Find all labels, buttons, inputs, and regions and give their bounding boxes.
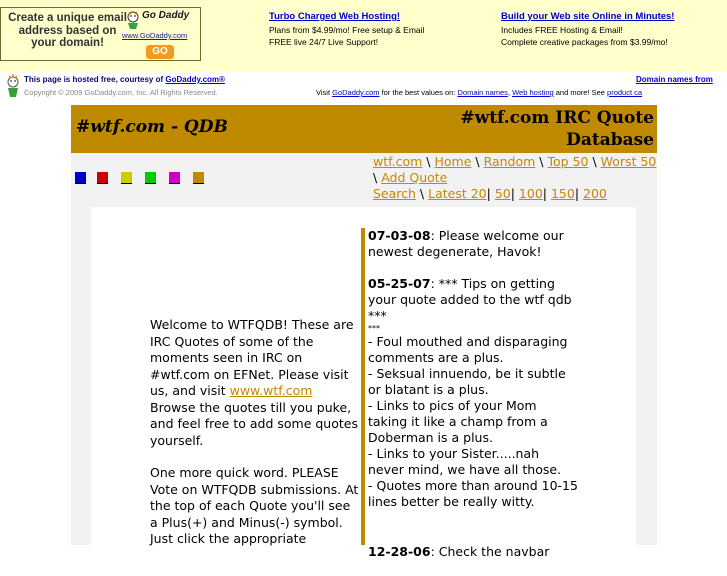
- nav-home[interactable]: Home: [434, 154, 472, 169]
- hosted-notice: [24, 75, 225, 84]
- style-swatch-orange[interactable]: [193, 172, 204, 184]
- page-title-line-2: Database: [566, 130, 654, 150]
- nav-pipe: |: [486, 186, 495, 201]
- news-text: : *** Tips on getting your quote added to the wtf qdb ***: [368, 276, 572, 323]
- nav-wtf-com[interactable]: wtf.com: [373, 154, 423, 169]
- nav-search[interactable]: Search: [373, 186, 416, 201]
- godaddy-logo-url[interactable]: www.GoDaddy.com: [122, 31, 188, 40]
- nav-latest-200[interactable]: 200: [583, 186, 607, 201]
- godaddy-guy-icon: [124, 10, 142, 30]
- visit-product-link[interactable]: product ca: [607, 88, 643, 97]
- nav-latest-100[interactable]: 100: [518, 186, 543, 201]
- nav-pipe: |: [574, 186, 584, 201]
- news-tip: - Quotes more than around 10-15 lines better be really witty.: [368, 478, 578, 509]
- website-builder-ad: [501, 11, 727, 49]
- hosting-ad-line-1: Plans from $4.99/mo! Free setup & Email: [269, 24, 425, 35]
- style-swatch-red[interactable]: [97, 172, 108, 184]
- godaddy-logo[interactable]: [124, 10, 196, 46]
- nav-separator: \: [415, 186, 429, 201]
- nav-separator: \: [373, 170, 382, 185]
- hosting-ad-headline[interactable]: Turbo Charged Web Hosting!: [269, 11, 401, 22]
- nav-separator: \: [471, 154, 484, 169]
- go-button[interactable]: GO: [146, 45, 174, 59]
- news-tip-stars: ***: [368, 324, 380, 333]
- intro-paragraph-1: [150, 317, 360, 449]
- intro-paragraph-1-b: Browse the quotes till you puke, and feel free to add some quotes yourself.: [150, 399, 358, 448]
- news-tip: - Links to your Sister.....nah never mind, we have all those.: [368, 446, 562, 477]
- style-swatch-green[interactable]: [145, 172, 156, 184]
- visit-line: [316, 88, 642, 97]
- news-item: [368, 544, 578, 560]
- intro-text: [150, 317, 360, 548]
- news-item: [368, 276, 578, 510]
- news-item: [368, 228, 578, 260]
- hosted-godaddy-link[interactable]: GoDaddy.com®: [165, 75, 225, 84]
- nav-worst-50[interactable]: Worst 50: [600, 154, 657, 169]
- copyright-text: Copyright © 2009 GoDaddy.com, Inc. All Rights Reserved.: [24, 88, 218, 97]
- news-date: 05-25-07: [368, 276, 431, 291]
- nav-top-50[interactable]: Top 50: [547, 154, 589, 169]
- page-title: [360, 107, 654, 151]
- godaddy-mascot-icon: [3, 73, 23, 99]
- website-builder-ad-line-1: Includes FREE Hosting & Email!: [501, 24, 623, 35]
- nav-random[interactable]: Random: [483, 154, 536, 169]
- news-tip: - Seksual innuendo, be it subtle or blatant is a plus.: [368, 366, 566, 397]
- nav-latest-150[interactable]: 150: [550, 186, 575, 201]
- nav-separator: \: [422, 154, 435, 169]
- news-list: [368, 228, 578, 576]
- visit-domain-names-link[interactable]: Domain names: [457, 88, 508, 97]
- style-swatch-blue[interactable]: [75, 172, 86, 184]
- visit-prefix: Visit: [316, 88, 333, 97]
- intro-paragraph-1-a: Welcome to WTFQDB! These are IRC Quotes of some of the moments seen in IRC on #wtf.com on EFNet. Please visit us, and visit: [150, 317, 354, 398]
- nav-pipe: |: [542, 186, 551, 201]
- visit-godaddy-link[interactable]: GoDaddy.com: [332, 88, 380, 97]
- nav-pipe: |: [510, 186, 519, 201]
- hosting-ad: [269, 11, 479, 49]
- news-divider: [361, 228, 365, 545]
- style-swatch-yellow[interactable]: [121, 172, 132, 184]
- news-date: 07-03-08: [368, 228, 431, 243]
- hosting-ad-line-2: FREE live 24/7 Live Support!: [269, 37, 379, 47]
- news-tip: - Foul mouthed and disparaging comments are a plus.: [368, 334, 568, 365]
- intro-paragraph-2: One more quick word. PLEASE Vote on WTFQDB submissions. At the top of each Quote you'll see a Plus(+) and Minus(-) symbol. Just click the appropriate: [150, 465, 359, 546]
- news-text: : Check the navbar: [430, 544, 550, 559]
- website-builder-ad-headline[interactable]: Build your Web site Online in Minutes!: [501, 11, 675, 22]
- hosted-notice-text: This page is hosted free, courtesy of: [24, 75, 166, 84]
- visit-comma: ,: [507, 88, 513, 97]
- nav-latest-50[interactable]: 50: [494, 186, 511, 201]
- email-ad-text[interactable]: Create a unique email address based on your domain!: [8, 12, 127, 49]
- page-title-line-1: #wtf.com IRC Quote: [460, 108, 654, 128]
- style-swatch-magenta[interactable]: [169, 172, 180, 184]
- nav-latest-20[interactable]: Latest 20: [428, 186, 487, 201]
- news-tip: - Links to pics of your Mom taking it like a champ from a Doberman is a plus.: [368, 398, 548, 445]
- news-date: 12-28-06: [368, 544, 431, 559]
- nav-separator: \: [588, 154, 601, 169]
- site-title: #wtf.com - QDB: [76, 117, 228, 137]
- news-text: : Please welcome our newest degenerate, Havok!: [368, 228, 564, 259]
- godaddy-logo-name: Go Daddy: [142, 10, 190, 21]
- visit-web-hosting-link[interactable]: Web hosting: [512, 88, 554, 97]
- visit-mid: for the best values on:: [379, 88, 458, 97]
- wtf-com-link[interactable]: www.wtf.com: [229, 383, 313, 398]
- main-nav: [373, 154, 657, 202]
- nav-separator: \: [535, 154, 548, 169]
- website-builder-ad-line-2: Complete creative packages from $3.99/mo!: [501, 37, 668, 47]
- domain-names-link[interactable]: Domain names from: [636, 75, 713, 84]
- visit-suffix: and more! See: [553, 88, 608, 97]
- nav-add-quote[interactable]: Add Quote: [381, 170, 448, 185]
